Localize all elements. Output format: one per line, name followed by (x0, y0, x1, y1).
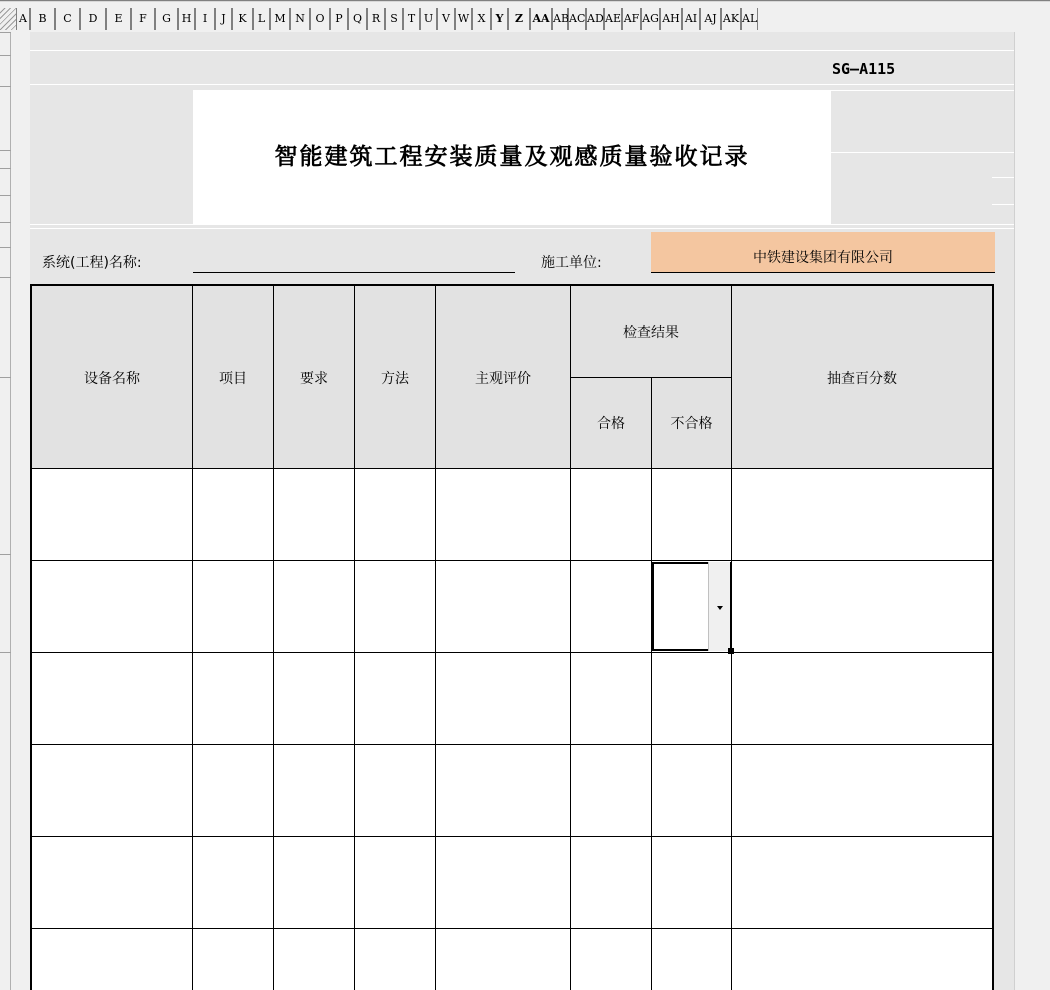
cell-method[interactable] (355, 837, 435, 928)
row-header-divider (0, 554, 11, 555)
cell-sample[interactable] (732, 561, 991, 652)
cell-fail[interactable] (652, 653, 731, 744)
sheet-gridline (992, 177, 1014, 178)
cell-requirement[interactable] (274, 745, 354, 836)
cell-method[interactable] (355, 745, 435, 836)
column-header-al[interactable]: AL (741, 8, 758, 30)
column-header-a[interactable]: A (16, 8, 30, 30)
cell-dropdown-button[interactable] (708, 562, 730, 651)
row-header-divider (0, 168, 11, 169)
cell-evaluation[interactable] (436, 929, 570, 990)
column-header-r[interactable]: R (367, 8, 385, 30)
row-header-divider (0, 55, 11, 56)
row-header-divider (0, 247, 11, 248)
title-cell[interactable] (193, 90, 831, 224)
column-header-g[interactable]: G (155, 8, 178, 30)
column-header-t[interactable]: T (403, 8, 420, 30)
cell-fail[interactable] (652, 469, 731, 560)
cell-item[interactable] (193, 561, 273, 652)
cell-equipment[interactable] (32, 653, 192, 744)
column-header-ag[interactable]: AG (641, 8, 660, 30)
column-header-ak[interactable]: AK (721, 8, 741, 30)
column-header-q[interactable]: Q (348, 8, 367, 30)
row-header-divider (0, 32, 11, 33)
system-name-underline (193, 272, 515, 273)
cell-pass[interactable] (571, 837, 651, 928)
cell-requirement[interactable] (274, 653, 354, 744)
cell-sample[interactable] (732, 745, 991, 836)
cell-pass[interactable] (571, 653, 651, 744)
cell-item[interactable] (193, 929, 273, 990)
cell-fail[interactable] (652, 745, 731, 836)
row-header-divider (0, 195, 11, 196)
column-header-p[interactable]: P (330, 8, 348, 30)
fill-handle[interactable] (728, 648, 734, 654)
system-name-label: 系统(工程)名称: (42, 255, 142, 271)
column-header-af[interactable]: AF (622, 8, 641, 30)
column-header-b[interactable]: B (30, 8, 55, 30)
row-header-divider (0, 222, 11, 223)
column-header-ad[interactable]: AD (586, 8, 604, 30)
contractor-cell[interactable] (651, 232, 995, 273)
column-header-o[interactable]: O (310, 8, 330, 30)
column-header-f[interactable]: F (131, 8, 155, 30)
sheet-gridline (992, 204, 1014, 205)
cell-evaluation[interactable] (436, 745, 570, 836)
column-header-aa[interactable]: AA (530, 8, 552, 30)
column-header-e[interactable]: E (106, 8, 131, 30)
sheet-gridline (30, 84, 1014, 85)
cell-sample[interactable] (732, 653, 991, 744)
formula-bar-edge (0, 0, 1050, 2)
worksheet-margin (1014, 32, 1050, 990)
select-all-corner[interactable] (0, 8, 16, 30)
cell-requirement[interactable] (274, 929, 354, 990)
cell-pass[interactable] (571, 745, 651, 836)
header-method: 方法 (381, 371, 409, 387)
header-equipment: 设备名称 (84, 371, 140, 387)
row-header-bar (0, 32, 11, 990)
column-header-i[interactable]: I (195, 8, 215, 30)
cell-evaluation[interactable] (436, 653, 570, 744)
row-header-divider (0, 150, 11, 151)
cell-equipment[interactable] (32, 929, 192, 990)
form-title: 智能建筑工程安装质量及观感质量验收记录 (274, 144, 750, 170)
sheet-gridline (828, 152, 1014, 153)
cell-pass[interactable] (571, 469, 651, 560)
cell-evaluation[interactable] (436, 837, 570, 928)
header-result: 检查结果 (623, 325, 679, 341)
column-header-n[interactable]: N (290, 8, 310, 30)
column-header-m[interactable]: M (270, 8, 290, 30)
column-header-ae[interactable]: AE (604, 8, 622, 30)
cell-method[interactable] (355, 469, 435, 560)
column-header-l[interactable]: L (253, 8, 270, 30)
column-header-x[interactable]: X (472, 8, 491, 30)
cell-requirement[interactable] (274, 837, 354, 928)
cell-item[interactable] (193, 837, 273, 928)
cell-fail[interactable] (652, 929, 731, 990)
cell-equipment[interactable] (32, 837, 192, 928)
cell-method[interactable] (355, 561, 435, 652)
contractor-value: 中铁建设集团有限公司 (753, 250, 893, 266)
cell-sample[interactable] (732, 469, 991, 560)
cell-requirement[interactable] (274, 469, 354, 560)
cell-equipment[interactable] (32, 561, 192, 652)
column-header-v[interactable]: V (437, 8, 455, 30)
column-header-ah[interactable]: AH (660, 8, 682, 30)
cell-sample[interactable] (732, 929, 991, 990)
column-header-aj[interactable]: AJ (700, 8, 721, 30)
header-sample: 抽查百分数 (827, 371, 897, 387)
sheet-gridline (828, 90, 1014, 91)
column-header-k[interactable]: K (232, 8, 253, 30)
sheet-gridline (992, 152, 1014, 153)
cell-method[interactable] (355, 929, 435, 990)
header-item: 项目 (219, 371, 247, 387)
column-header-h[interactable]: H (178, 8, 195, 30)
row-header-divider (0, 652, 11, 653)
chevron-down-icon (717, 606, 723, 610)
column-header-ai[interactable]: AI (682, 8, 700, 30)
column-header-ab[interactable]: AB (552, 8, 568, 30)
column-header-z[interactable]: Z (508, 8, 530, 30)
row-header-divider (0, 86, 11, 87)
sheet-gridline (30, 50, 1014, 51)
column-header-y[interactable]: Y (491, 8, 508, 30)
cell-pass[interactable] (571, 561, 651, 652)
cell-pass[interactable] (571, 929, 651, 990)
contractor-label: 施工单位: (541, 255, 602, 271)
column-header-c[interactable]: C (55, 8, 80, 30)
column-header-j[interactable]: J (215, 8, 232, 30)
header-fail: 不合格 (670, 416, 713, 432)
column-header-bar (0, 0, 1050, 32)
cell-item[interactable] (193, 745, 273, 836)
sheet-gridline (30, 228, 1014, 229)
cell-requirement[interactable] (274, 561, 354, 652)
sheet-gridline (30, 224, 1014, 225)
cell-sample[interactable] (732, 837, 991, 928)
column-header-s[interactable]: S (385, 8, 403, 30)
column-header-u[interactable]: U (420, 8, 437, 30)
cell-evaluation[interactable] (436, 561, 570, 652)
column-header-ac[interactable]: AC (568, 8, 586, 30)
table-horizontal-line (571, 377, 731, 378)
cell-equipment[interactable] (32, 469, 192, 560)
cell-evaluation[interactable] (436, 469, 570, 560)
cell-fail[interactable] (652, 837, 731, 928)
cell-item[interactable] (193, 653, 273, 744)
cell-item[interactable] (193, 469, 273, 560)
header-pass: 合格 (597, 416, 625, 432)
cell-equipment[interactable] (32, 745, 192, 836)
column-header-w[interactable]: W (455, 8, 472, 30)
form-code: SG—A115 (832, 60, 896, 78)
header-requirement: 要求 (300, 371, 328, 387)
cell-method[interactable] (355, 653, 435, 744)
column-header-d[interactable]: D (80, 8, 106, 30)
row-header-divider (0, 277, 11, 278)
row-header-divider (0, 377, 11, 378)
header-evaluation: 主观评价 (475, 371, 531, 387)
